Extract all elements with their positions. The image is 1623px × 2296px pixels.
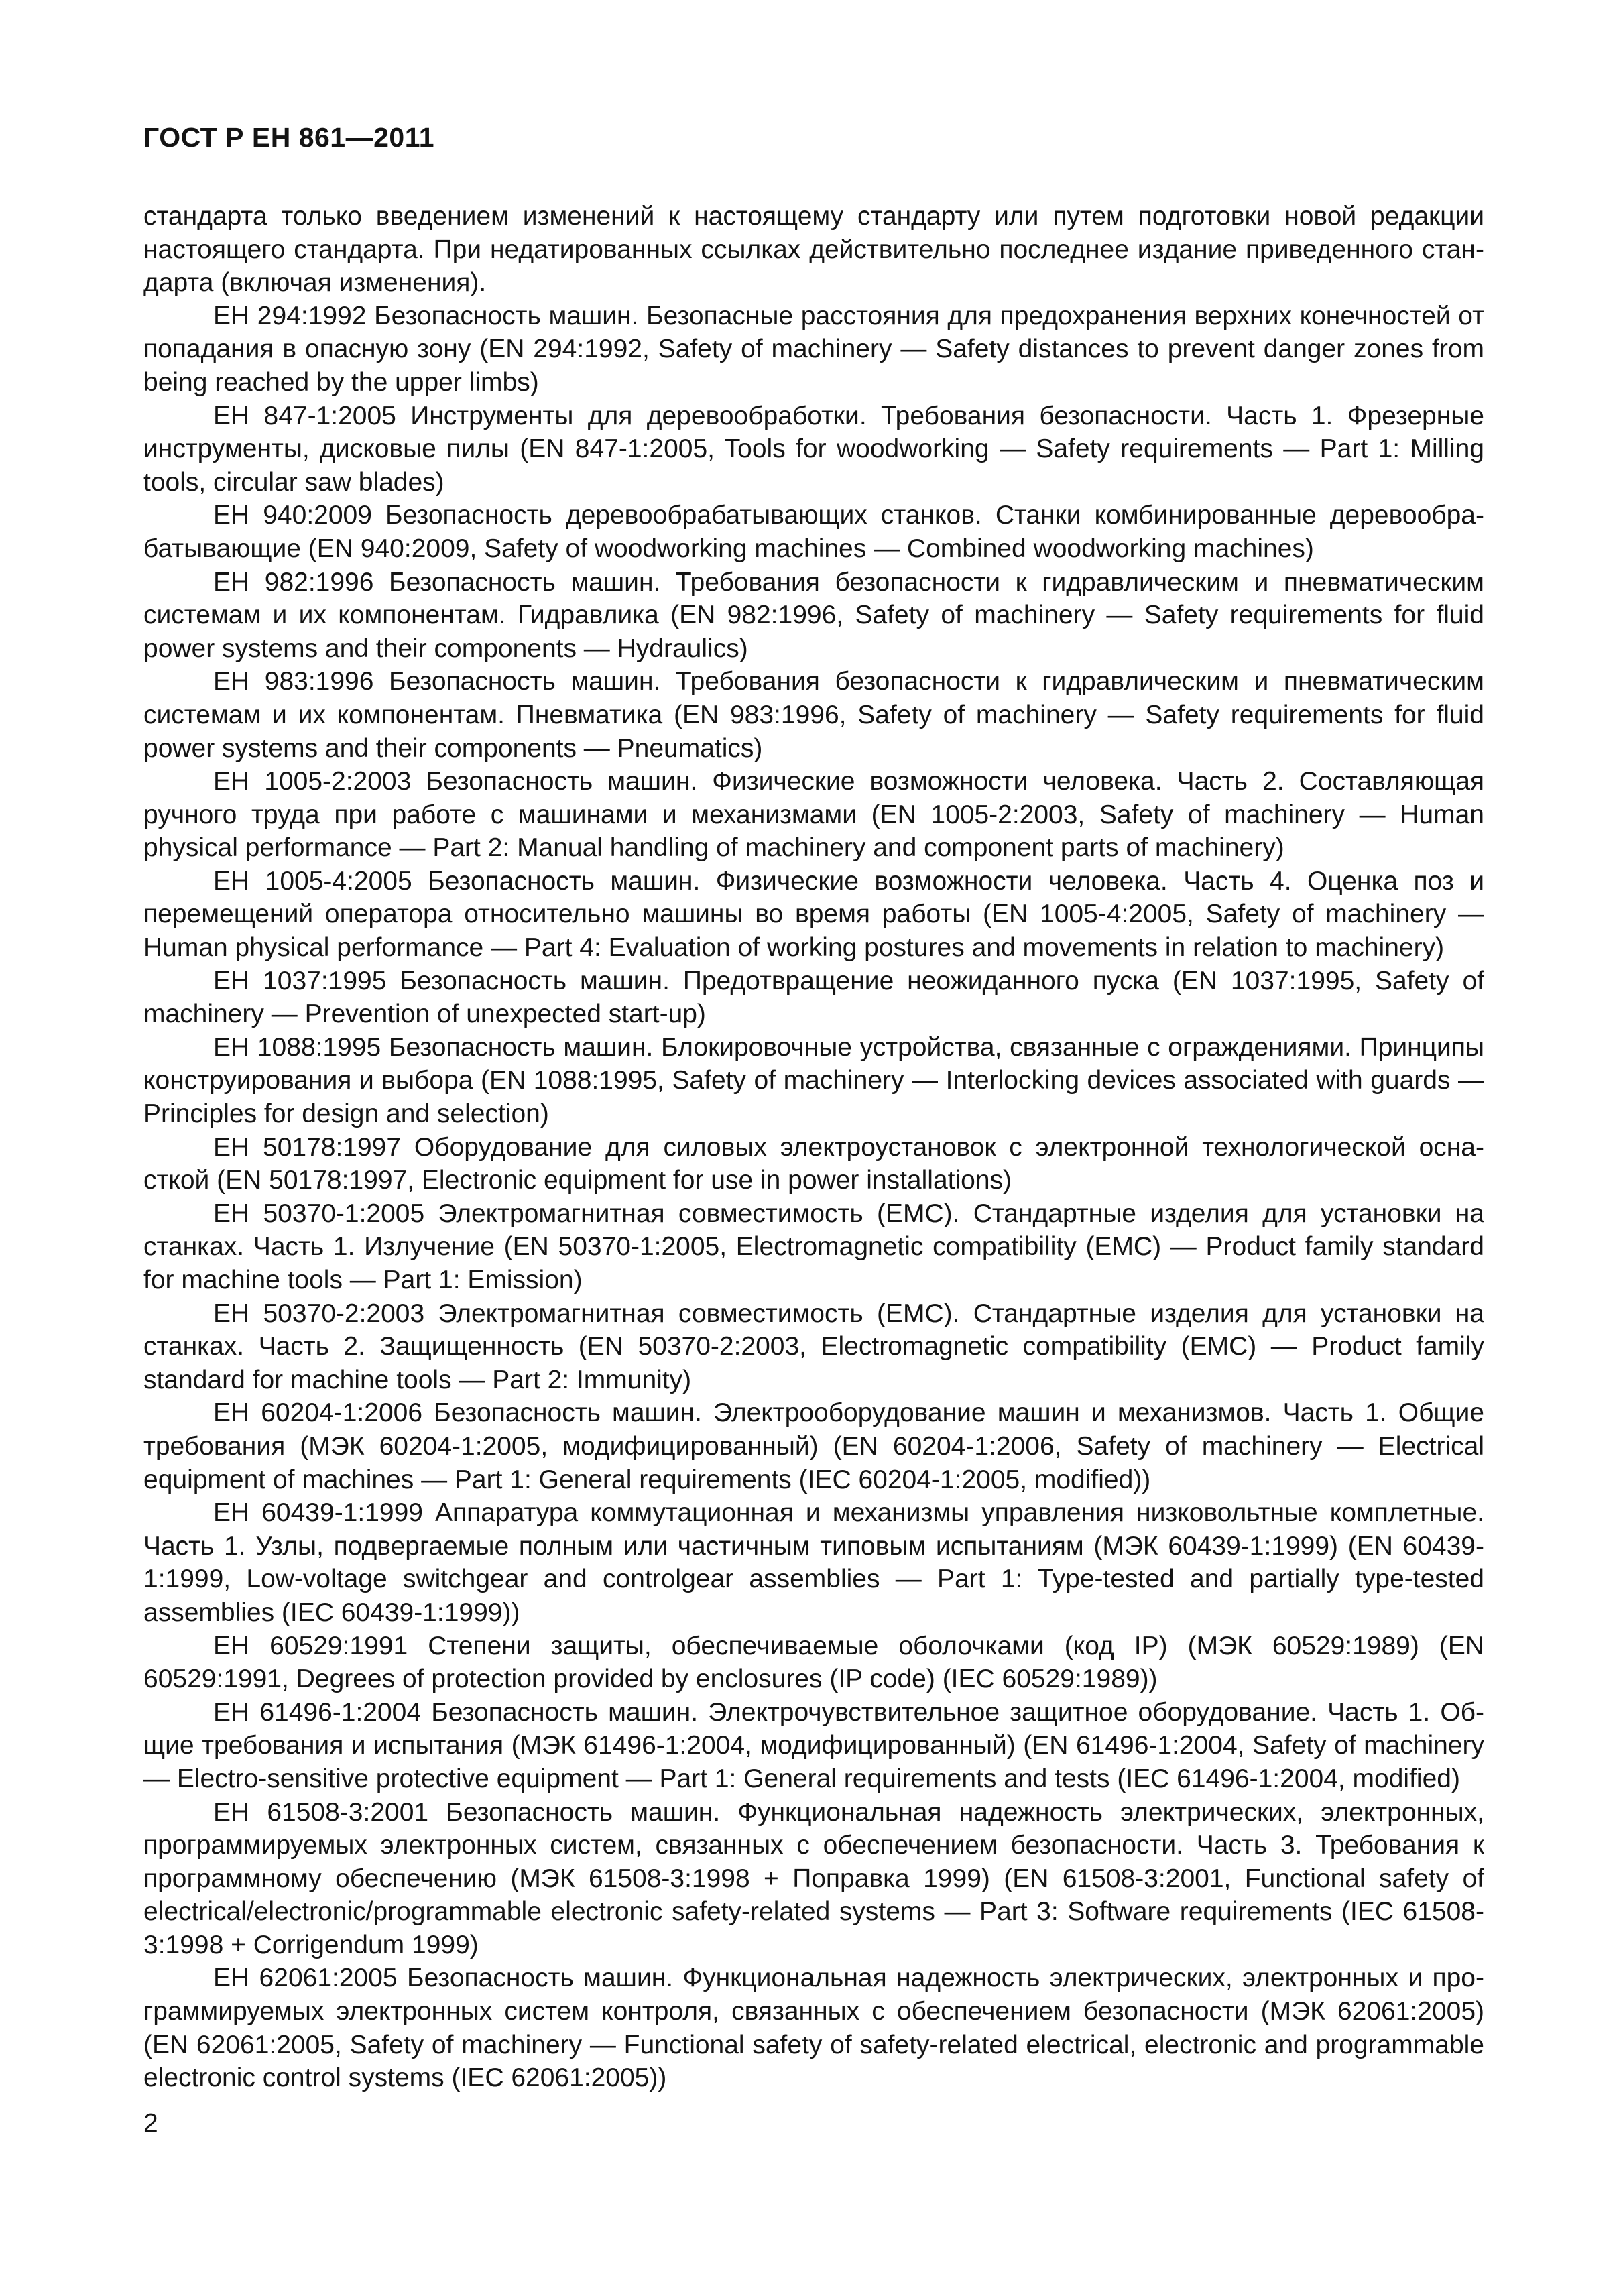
reference-entry: ЕН 60529:1991 Степени защиты, обеспечиваемые оболочками (код IP) (МЭК 60529:1989) (EN 60529:1991, Degrees of protection provided by enclosures (IP code) (IEC 60529:1989)) [143,1631,1484,1694]
page-number: 2 [143,2109,158,2138]
reference-entry: ЕН 61508-3:2001 Безопасность машин. Функциональная надежность электрических, электронных, программируемых электронных систем, связанных с обеспечением безопасности. Часть 3. Требования к программному обеспечению (МЭК 61508-3:1998 + Поправка 1999) (EN 61508-3:2001, Functional safety of electrical/electronic/programmable electronic safety-related systems — Part 3: Software requirements (IEC 61508-3:1998 + Corrigendum 1999) [143,1797,1484,1959]
reference-entry: ЕН 940:2009 Безопасность деревообрабатывающих станков. Станки комбинированные деревообрабатывающие (EN 940:2009, Safety of woodworking machines — Combined woodworking machines) [143,501,1484,563]
reference-entry: ЕН 50370-2:2003 Электромагнитная совместимость (ЕМС). Стандартные изделия для установки на станках. Часть 2. Защищенность (EN 50370-2:2003, Electromagnetic compatibility (EMC) — Product family standard for machine tools — Part 2: Immunity) [143,1298,1484,1394]
reference-entry: ЕН 1005-2:2003 Безопасность машин. Физические возможности человека. Часть 2. Составляющая ручного труда при работе с машинами и механизмами (EN 1005-2:2003, Safety of machinery — Human physical performance — Part 2: Manual handling of machinery and component parts of machinery) [143,767,1484,863]
reference-entry: ЕН 294:1992 Безопасность машин. Безопасные расстояния для предохранения верхних конечностей от попадания в опасную зону (EN 294:1992, Safety of machinery — Safety distances to prevent danger zones from being reached by the upper limbs) [143,301,1484,397]
document-body [143,200,1484,2095]
reference-entry: ЕН 982:1996 Безопасность машин. Требования безопасности к гидравлическим и пневматическим системам и их компонентам. Гидравлика (EN 982:1996, Safety of machinery — Safety requirements for fluid power systems and their components — Hydraulics) [143,567,1484,663]
continuation-paragraph: стандарта только введением изменений к настоящему стандарту или путем подготовки новой редакции настоящего стандарта. При недатированных ссылках действительно последнее издание приведенного стандарта (включая изменения). [143,202,1484,298]
reference-entry: ЕН 847-1:2005 Инструменты для деревообработки. Требования безопасности. Часть 1. Фрезерные инструменты, дисковые пилы (EN 847-1:2005, Tools for woodworking — Safety requirements — Part 1: Milling tools, circular saw blades) [143,401,1484,497]
reference-entry: ЕН 983:1996 Безопасность машин. Требования безопасности к гидравлическим и пневматическим системам и их компонентам. Пневматика (EN 983:1996, Safety of machinery — Safety requirements for fluid power systems and their components — Pneumatics) [143,667,1484,763]
reference-entry: ЕН 50370-1:2005 Электромагнитная совместимость (ЕМС). Стандартные изделия для установки на станках. Часть 1. Излучение (EN 50370-1:2005, Electromagnetic compatibility (EMC) — Product family standard for machine tools — Part 1: Emission) [143,1199,1484,1294]
reference-entry: ЕН 1037:1995 Безопасность машин. Предотвращение неожиданного пуска (EN 1037:1995, Safety of machinery — Prevention of unexpected start-up) [143,966,1484,1029]
document-header-code: ГОСТ Р ЕН 861—2011 [143,122,435,153]
reference-entry: ЕН 61496-1:2004 Безопасность машин. Электрочувствительное защитное оборудование. Часть 1. Общие требования и испытания (МЭК 61496-1:2004, модифицированный) (EN 61496-1:2004, Safety of machinery — Electro-sensitive protective equipment — Part 1: General requirements and tests (IEC 61496-1:2004, modified) [143,1697,1484,1793]
reference-entry: ЕН 62061:2005 Безопасность машин. Функциональная надежность электрических, электронных и программируемых электронных систем контроля, связанных с обеспечением безопасности (МЭК 62061:2005) (EN 62061:2005, Safety of machinery — Functional safety of safety-related electrical, electronic and programmable electronic control systems (IEC 62061:2005)) [143,1963,1484,2093]
reference-entry: ЕН 50178:1997 Оборудование для силовых электроустановок с электронной технологической оснасткой (EN 50178:1997, Electronic equipment for use in power installations) [143,1132,1484,1195]
reference-entry: ЕН 60439-1:1999 Аппаратура коммутационная и механизмы управления низковольтные комплетные. Часть 1. Узлы, подвергаемые полным или частичным типовым испытаниям (МЭК 60439-1:1999) (EN 60439-1:1999, Low-voltage switchgear and controlgear assemblies — Part 1: Type-tested and partially type-tested assemblies (IEC 60439-1:1999)) [143,1498,1484,1627]
reference-entry: ЕН 1005-4:2005 Безопасность машин. Физические возможности человека. Часть 4. Оценка поз и перемещений оператора относительно машины во время работы (EN 1005-4:2005, Safety of machinery — Human physical performance — Part 4: Evaluation of working postures and movements in relation to machinery) [143,866,1484,963]
reference-entry: ЕН 1088:1995 Безопасность машин. Блокировочные устройства, связанные с ограждениями. Принципы конструирования и выбора (EN 1088:1995, Safety of machinery — Interlocking devices associated with guards — Principles for design and selection) [143,1032,1484,1129]
reference-entry: ЕН 60204-1:2006 Безопасность машин. Электрооборудование машин и механизмов. Часть 1. Общие требования (МЭК 60204-1:2005, модифицированный) (EN 60204-1:2006, Safety of machinery — Electrical equipment of machines — Part 1: General requirements (IEC 60204-1:2005, modified)) [143,1398,1484,1494]
